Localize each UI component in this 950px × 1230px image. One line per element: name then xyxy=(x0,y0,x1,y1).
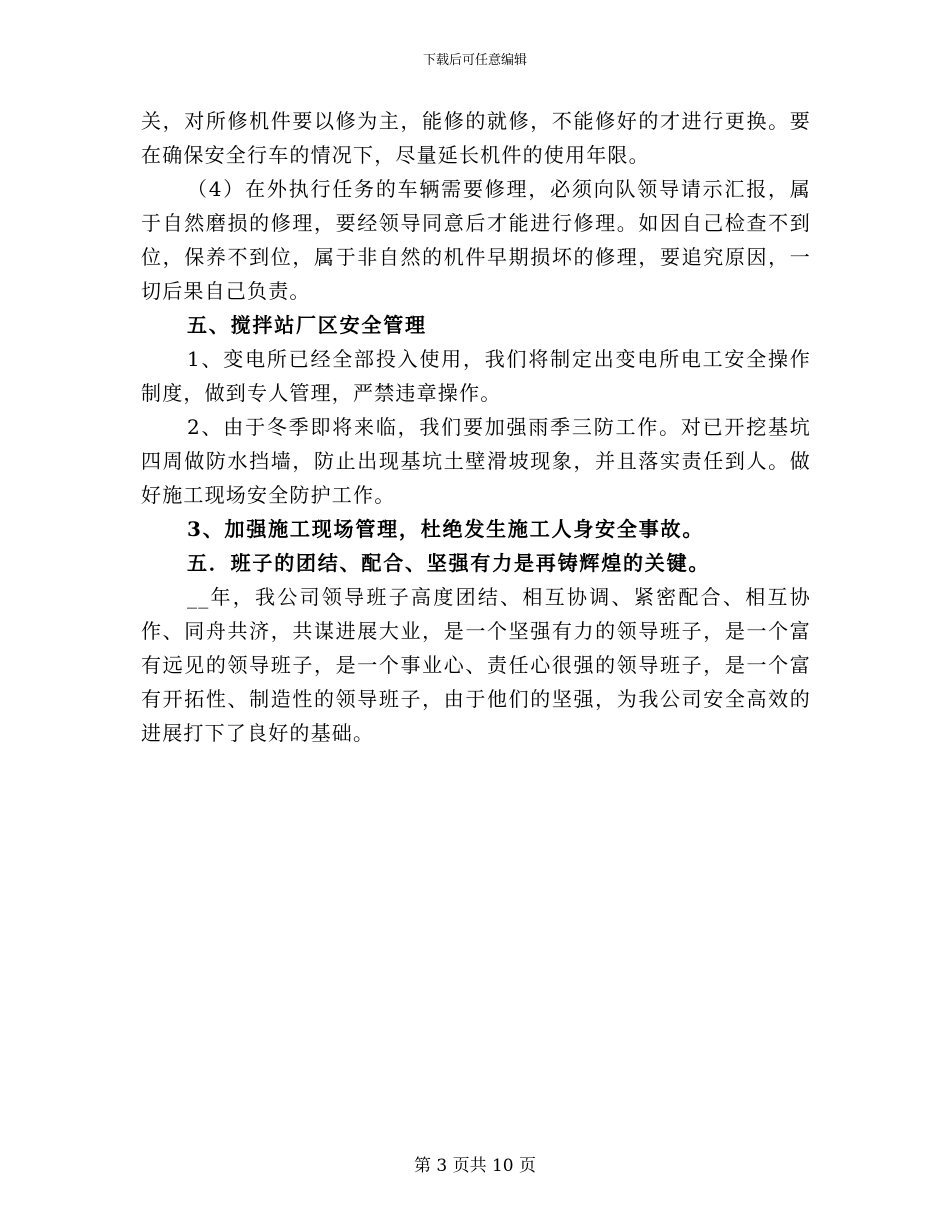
paragraph-team-summary: __年，我公司领导班子高度团结、相互协调、紧密配合、相互协作、同舟共济，共谋进展大业，是一个坚强有力的领导班子，是一个富有远见的领导班子，是一个事业心、责任心很强的领导班子，是一个富有开拓性、制造性的领导班子，由于他们的坚强，为我公司安全高效的进展打下了良好的基础。 xyxy=(141,585,811,745)
section-heading-mixing-station: 五、搅拌站厂区安全管理 xyxy=(187,313,427,337)
document-body xyxy=(141,104,811,750)
paragraph-item-1: 1、变电所已经全部投入使用，我们将制定出变电所电工安全操作制度，做到专人管理，严禁违章操作。 xyxy=(141,347,811,405)
bold-item-3: 3、加强施工现场管理，杜绝发生施工人身安全事故。 xyxy=(187,517,705,541)
page-number-footer: 第 3 页共 10 页 xyxy=(413,1156,537,1176)
page-header: 下载后可任意编辑 xyxy=(422,53,527,68)
paragraph-item-2: 2、由于冬季即将来临，我们要加强雨季三防工作。对已开挖基坑四周做防水挡墙，防止出现基坑土壁滑坡现象，并且落实责任到人。做好施工现场安全防护工作。 xyxy=(141,415,811,507)
paragraph-item-4: （4）在外执行任务的车辆需要修理，必须向队领导请示汇报，属于自然磨损的修理，要经领导同意后才能进行修理。如因自己检查不到位，保养不到位，属于非自然的机件早期损坏的修理，要追究原因，一切后果自己负责。 xyxy=(141,177,811,303)
section-heading-team: 五．班子的团结、配合、坚强有力是再铸辉煌的关键。 xyxy=(187,551,711,575)
paragraph-continuation: 关，对所修机件要以修为主，能修的就修，不能修好的才进行更换。要在确保安全行车的情况下，尽量延长机件的使用年限。 xyxy=(141,109,811,167)
